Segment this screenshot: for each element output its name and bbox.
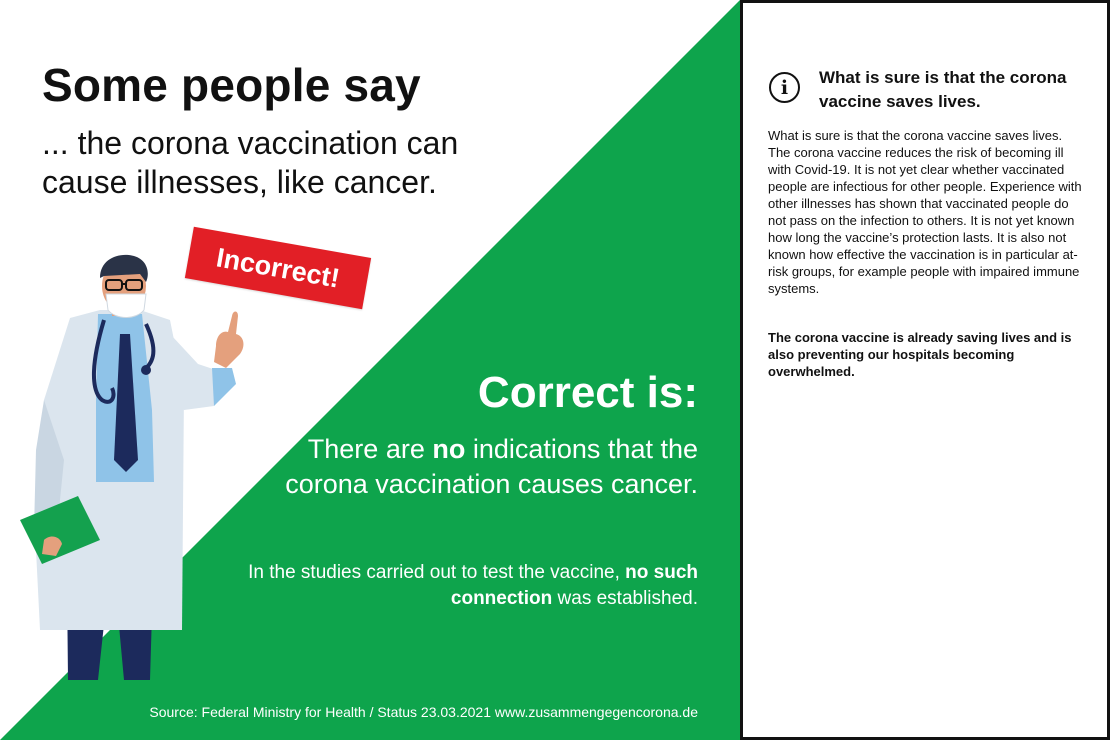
correct-detail bbox=[238, 560, 698, 612]
correct-detail-emphasis: no such connection bbox=[450, 562, 698, 609]
info-body: What is sure is that the corona vaccine saves lives. The corona vaccine reduces the risk of becoming ill with Covid-19. It is not yet clear whether vaccinated people are infectious for other people. Experience with other illnesses has shown that vaccinated people do not pass on the infection to others. It is not yet known how long the vaccine’s protection lasts. It is also not known how effective the vaccination is in particular at-risk groups, for example people with impaired immune systems. bbox=[768, 128, 1082, 296]
info-conclusion: The corona vaccine is already saving lives and is also preventing our hospitals becoming overwhelmed. bbox=[768, 330, 1072, 379]
incorrect-sign: Incorrect! bbox=[185, 227, 371, 309]
info-icon: i bbox=[769, 72, 800, 103]
info-panel bbox=[740, 0, 1110, 740]
doctor-illustration bbox=[0, 250, 300, 710]
correct-detail-part2: was established. bbox=[552, 588, 698, 609]
correct-statement bbox=[278, 432, 698, 502]
myth-text: ... the corona vaccination can cause illnesses, like cancer. bbox=[42, 125, 459, 200]
correct-detail-part1: In the studies carried out to test the vaccine, bbox=[248, 562, 626, 583]
correct-statement-part1: There are bbox=[307, 434, 433, 464]
correct-statement-part2: indications that the corona vaccination causes cancer. bbox=[285, 434, 698, 499]
info-heading: What is sure is that the corona vaccine saves lives. bbox=[819, 68, 1067, 111]
correct-statement-emphasis: no bbox=[432, 434, 466, 464]
correct-title: Correct is: bbox=[477, 368, 698, 417]
myth-title: Some people say bbox=[42, 59, 421, 111]
source-line: Source: Federal Ministry for Health / Status 23.03.2021 www.zusammengegencorona.de bbox=[149, 704, 698, 720]
